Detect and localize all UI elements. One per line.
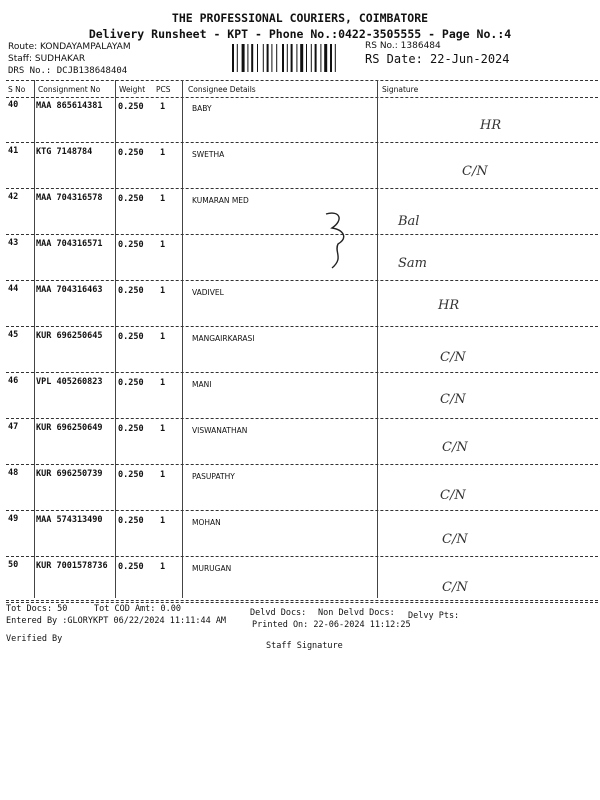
divider-consignee (377, 80, 378, 598)
row-consignee: MANGAIRKARASI (192, 334, 255, 343)
handwritten-scribble (318, 208, 358, 272)
row-weight: 0.250 (118, 240, 144, 250)
row-divider (6, 510, 598, 511)
rs-date: RS Date: 22-Jun-2024 (365, 52, 510, 66)
route-label: Route: KONDAYAMPALAYAM (8, 42, 131, 52)
row-consignee: MANI (192, 380, 212, 389)
col-consignee: Consignee Details (188, 85, 256, 94)
row-consignment-no: KUR 696250649 (36, 423, 103, 433)
company-title: THE PROFESSIONAL COURIERS, COIMBATORE (171, 11, 429, 25)
row-divider (6, 372, 598, 373)
total-docs: Tot Docs: 50 (6, 604, 68, 614)
row-pcs: 1 (160, 424, 166, 434)
row-consignment-no: KUR 696250739 (36, 469, 103, 479)
row-consignment-no: MAA 704316578 (36, 193, 103, 203)
row-signature: C/N (440, 392, 466, 407)
col-signature: Signature (382, 85, 419, 94)
total-cod: Tot COD Amt: 0.00 (94, 604, 181, 614)
row-weight: 0.250 (118, 332, 144, 342)
row-consignment-no: KUR 696250645 (36, 331, 103, 341)
row-pcs: 1 (160, 562, 166, 572)
row-signature: C/N (440, 350, 466, 365)
row-sno: 48 (8, 468, 19, 478)
divider-sno (34, 80, 35, 598)
row-signature: Bal (398, 214, 420, 229)
row-pcs: 1 (160, 286, 166, 296)
row-sno: 45 (8, 330, 19, 340)
row-weight: 0.250 (118, 194, 144, 204)
row-consignment-no: MAA 704316571 (36, 239, 103, 249)
row-signature: C/N (442, 440, 468, 455)
row-consignee: KUMARAN MED (192, 196, 249, 205)
non-delivered-docs: Non Delvd Docs: (318, 608, 395, 618)
rs-number: RS No.: 1386484 (365, 41, 441, 51)
row-pcs: 1 (160, 102, 166, 112)
row-consignee: SWETHA (192, 150, 225, 159)
row-divider (6, 234, 598, 235)
row-pcs: 1 (160, 148, 166, 158)
row-consignee: VADIVEL (192, 288, 224, 297)
row-consignee: MURUGAN (192, 564, 232, 573)
row-sno: 40 (8, 100, 19, 110)
row-consignee: MOHAN (192, 518, 221, 527)
divider-pcs (182, 80, 183, 598)
row-consignment-no: MAA 574313490 (36, 515, 103, 525)
row-consignment-no: KUR 7001578736 (36, 561, 108, 571)
row-divider (6, 188, 598, 189)
row-divider (6, 464, 598, 465)
printed-on: Printed On: 22-06-2024 11:12:25 (252, 620, 411, 630)
row-signature: HR (438, 298, 460, 313)
row-weight: 0.250 (118, 148, 144, 158)
row-weight: 0.250 (118, 424, 144, 434)
staff-label: Staff: SUDHAKAR (8, 54, 86, 64)
row-sno: 47 (8, 422, 19, 432)
delivered-docs: Delvd Docs: (250, 608, 307, 618)
row-weight: 0.250 (118, 562, 144, 572)
row-sno: 42 (8, 192, 19, 202)
table-header-rule (6, 97, 598, 98)
row-pcs: 1 (160, 194, 166, 204)
row-consignment-no: KTG 7148784 (36, 147, 93, 157)
row-signature: C/N (462, 164, 488, 179)
row-consignment-no: MAA 865614381 (36, 101, 103, 111)
row-weight: 0.250 (118, 470, 144, 480)
table-top-rule (6, 80, 598, 81)
row-sno: 49 (8, 514, 19, 524)
row-divider (6, 142, 598, 143)
row-signature: C/N (440, 488, 466, 503)
col-consignment: Consignment No (38, 85, 101, 94)
row-weight: 0.250 (118, 378, 144, 388)
row-consignee: BABY (192, 104, 212, 113)
row-signature: C/N (442, 580, 468, 595)
row-sno: 43 (8, 238, 19, 248)
delivery-points: Delvy Pts: (408, 611, 460, 621)
row-divider (6, 280, 598, 281)
row-divider (6, 418, 598, 419)
row-consignee: VISWANATHAN (192, 426, 248, 435)
row-weight: 0.250 (118, 102, 144, 112)
drs-number: DRS No.: DCJB138648404 (8, 66, 128, 76)
staff-signature-label: Staff Signature (266, 641, 343, 651)
col-weight: Weight (119, 85, 146, 94)
row-weight: 0.250 (118, 516, 144, 526)
row-divider (6, 326, 598, 327)
row-pcs: 1 (160, 332, 166, 342)
row-signature: C/N (442, 532, 468, 547)
row-divider (6, 602, 598, 603)
runsheet-subtitle: Delivery Runsheet - KPT - Phone No.:0422-3505555 - Page No.:4 (88, 27, 512, 41)
verified-by: Verified By (6, 634, 63, 644)
row-pcs: 1 (160, 516, 166, 526)
divider-consignment (115, 80, 116, 598)
row-divider (6, 556, 598, 557)
row-pcs: 1 (160, 470, 166, 480)
entered-by: Entered By :GLORYKPT 06/22/2024 11:11:44 AM (6, 616, 227, 626)
row-pcs: 1 (160, 240, 166, 250)
row-signature: Sam (398, 256, 427, 271)
col-sno: S No (8, 85, 26, 94)
footer-rule (6, 600, 598, 601)
row-sno: 50 (8, 560, 19, 570)
row-signature: HR (480, 118, 502, 133)
row-sno: 46 (8, 376, 19, 386)
row-consignment-no: VPL 405260823 (36, 377, 103, 387)
row-consignee: PASUPATHY (192, 472, 235, 481)
row-weight: 0.250 (118, 286, 144, 296)
col-pcs: PCS (156, 85, 171, 94)
barcode (232, 44, 358, 72)
row-sno: 41 (8, 146, 19, 156)
row-consignment-no: MAA 704316463 (36, 285, 103, 295)
row-sno: 44 (8, 284, 19, 294)
row-pcs: 1 (160, 378, 166, 388)
